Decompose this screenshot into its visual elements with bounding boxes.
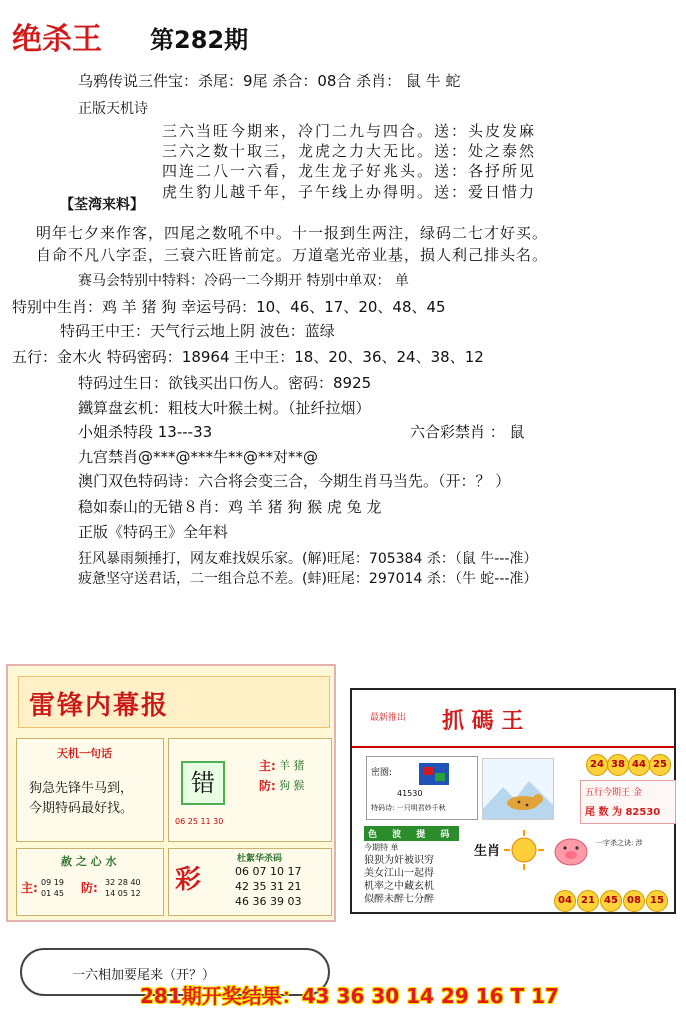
poster-right-title: 抓 碼 王: [442, 708, 524, 734]
fang-values: 狗 猴: [279, 779, 305, 792]
right-poem: [364, 854, 434, 906]
logo-title: 绝杀王: [12, 22, 102, 57]
leopard-image: [482, 758, 554, 820]
bottom-ball-5: 15: [646, 890, 668, 912]
kill-note: 一字杀之诀: 涉: [596, 839, 643, 847]
birthday-line: 特码过生日：欲钱买出口伤人。密码：8925: [78, 374, 372, 392]
poem-line-4: 虎生豹儿越千年，子午线上办得明。送：爱日惜力: [162, 183, 537, 201]
phrase-box: [16, 738, 164, 842]
code-poem: 特码诗: 一只明君妙千秋: [371, 804, 446, 812]
small-numbers: 06 25 11 30: [175, 817, 224, 826]
top-ball-4: 25: [649, 754, 671, 776]
zhu2-numbers: 09 19 01 45: [41, 878, 64, 898]
poem-heading: 正版天机诗: [78, 101, 148, 117]
five-elements-text: 五行今期王 金: [585, 788, 642, 798]
forbidden-zodiac: 六合彩禁肖 ： 鼠: [410, 423, 525, 441]
xin-title: 赦 之 心 水: [61, 855, 117, 868]
poem-para-2: 自命不凡八字歪，三衰六旺皆前定。万道毫光帝业基，损人利己排头名。: [36, 246, 549, 264]
zodiac-line: 特别中生肖：鸡 羊 猪 狗 幸运号码：10、46、17、20、48、45: [12, 298, 446, 316]
color-row: 色 波 提 码: [364, 826, 459, 841]
source-tag: 【荃湾来料】: [60, 197, 144, 213]
poster-title: 雷锋内幕报: [29, 691, 170, 721]
secret-number: 41530: [397, 789, 423, 798]
single-text: 今期特 单: [364, 843, 399, 852]
phrase-line-1: 狗急先锋牛马到，: [29, 781, 134, 796]
eight-zodiac-line: 稳如泰山的无错８肖：鸡 羊 猪 狗 猴 虎 兔 龙: [78, 498, 382, 516]
kill-code-box: [168, 848, 332, 916]
bottom-ball-2: 21: [577, 890, 599, 912]
character-box: [168, 738, 332, 842]
poem-line-3: 四连二八一六看，龙生龙子好兆头。送：各抒所见: [162, 162, 537, 180]
nine-palace-line: 九宫禁肖@***@***牛**@**对**@: [78, 448, 319, 466]
poem-line-1: 三六当旺今期来，冷门二九与四合。送：头皮发麻: [162, 122, 537, 140]
bottom-ball-1: 04: [554, 890, 576, 912]
kill-row-3: 46 36 39 03: [235, 895, 302, 908]
kill-row-1: 06 07 10 17: [235, 865, 302, 878]
pig-icon: [548, 830, 594, 870]
poem-para-1: 明年七夕来作客，四尾之数吼不中。十一报到生两注，绿码二七才好买。: [36, 224, 549, 242]
phrase-title: 天机一句话: [57, 747, 112, 760]
bottom-ball-3: 45: [600, 890, 622, 912]
fang2-label: 防:: [81, 881, 98, 895]
sun-icon: [502, 828, 546, 872]
top-balls: [586, 754, 670, 774]
phrase-line-2: 今期特码最好找。: [29, 801, 134, 816]
zhu-label: 主:: [259, 759, 276, 773]
xin-box: [16, 848, 164, 916]
logo-icon: [419, 763, 449, 785]
top-ball-1: 24: [586, 754, 608, 776]
horse-line: 赛马会特别中特料：冷码一二今期开 特别中单双： 单: [78, 273, 409, 289]
kill-row-2: 42 35 31 21: [235, 880, 302, 893]
sheng-label: 生肖: [474, 844, 501, 859]
killer-line: 乌鸦传说三件宝：杀尾：9尾 杀合：08合 杀肖： 鼠 牛 蛇: [78, 72, 461, 90]
kill-code-title: 杜絮华杀码: [237, 854, 283, 864]
top-ball-2: 38: [607, 754, 629, 776]
right-poem-2: 美女江山一起得: [364, 868, 434, 879]
tired-line: 疲惫坚守送君话，二一组合总不差。(蚌)旺尾：297014 杀：（牛 蛇---准）: [78, 571, 538, 587]
cai-character: 彩: [175, 865, 202, 895]
secret-label: 密圈:: [371, 768, 393, 778]
issue-number: 第282期: [150, 26, 249, 54]
zhu-values: 羊 猪: [279, 759, 305, 772]
secret-box: [366, 756, 478, 820]
macau-poem-line: 澳门双色特码诗：六合将会变三合，今期生肖马当先。（开：？ ）: [78, 472, 511, 490]
miss-kill-line: 小姐杀特段 13---33: [78, 423, 213, 441]
poster-header: [18, 676, 330, 728]
right-poem-3: 机率之中藏玄机: [364, 881, 434, 892]
top-ball-3: 44: [628, 754, 650, 776]
poster-right-header: [352, 690, 674, 748]
new-tag: 最新推出: [370, 713, 407, 723]
storm-line: 狂风暴雨频捶打，网友难找娱乐家。(解)旺尾：705384 杀：（鼠 牛---准）: [78, 551, 538, 567]
abacus-line: 鐵算盘玄机：粗枝大叶猴土树。（扯纤拉烟）: [78, 399, 371, 417]
bottom-ball-4: 08: [623, 890, 645, 912]
fang2-numbers: 32 28 40 14 05 12: [105, 878, 141, 898]
five-elements-box: [580, 780, 676, 824]
grab-code-king-poster: [350, 688, 676, 914]
cloud-text: 一六相加要尾来（开？）: [72, 968, 216, 983]
zhu2-label: 主:: [21, 881, 38, 895]
king-line: 特码王中王：天气行云地上阴 波色：蓝绿: [60, 322, 335, 340]
big-character: 错: [181, 761, 225, 805]
draw-result: 281期开奖结果：43 36 30 14 29 16 T 17: [140, 984, 559, 1008]
right-poem-4: 似醉未醉七分醉: [364, 894, 434, 905]
five-elements-line: 五行：金木火 特码密码：18964 王中王：18、20、36、24、38、12: [12, 348, 484, 366]
tail-text: 尾 数 为 82530: [585, 807, 661, 818]
lei-feng-poster: [6, 664, 336, 922]
fang-label: 防:: [259, 779, 276, 793]
bottom-balls: [554, 890, 672, 910]
annual-title: 正版《特码王》全年料: [78, 523, 229, 541]
poem-line-2: 三六之数十取三，龙虎之力大无比。送：处之泰然: [162, 142, 537, 160]
right-poem-1: 狼狈为奸被识穷: [364, 855, 434, 866]
